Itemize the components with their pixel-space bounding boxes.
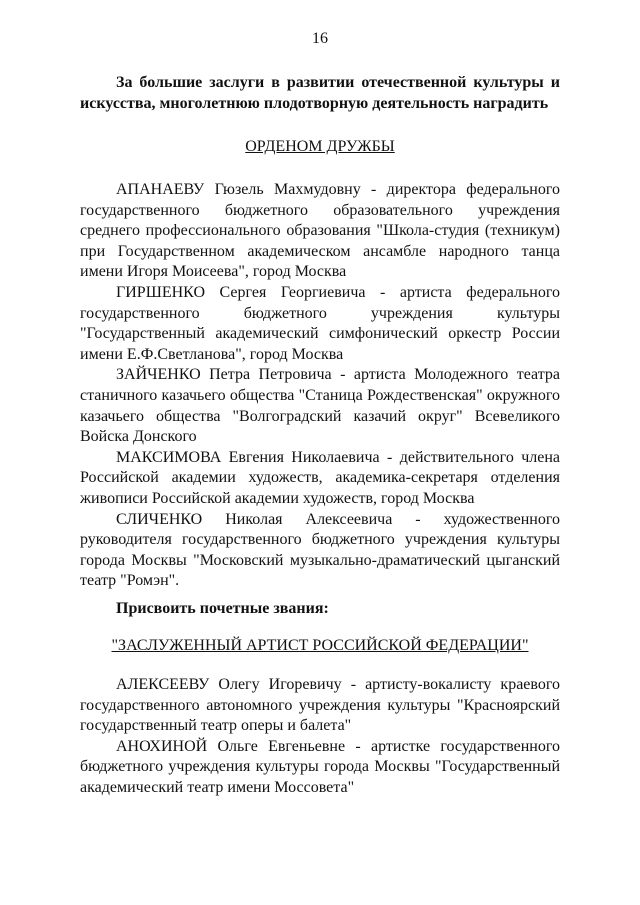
honoree-list xyxy=(80,675,560,799)
honoree-entry: АНОХИНОЙ Ольге Евгеньевне - артистке государственного бюджетного учреждения культуры города Москвы "Государственный академический театр имени Моссовета" xyxy=(80,737,560,796)
awardee-entry: ГИРШЕНКО Сергея Георгиевича - артиста федерального государственного бюджетного учреждения культуры "Государственный академический симфонический оркестр России имени Е.Ф.Светланова", город Москва xyxy=(80,283,560,363)
page-number: 16 xyxy=(312,30,328,47)
awardee-entry: АПАНАЕВУ Гюзель Махмудовну - директора федерального государственного бюджетного образовательного учреждения среднего профессионального образования "Школа-студия (техникум) при Государственном академическом ансамбле народного танца имени Игоря Моисеева", город Москва xyxy=(80,181,560,281)
decree-intro: За большие заслуги в развитии отечественной культуры и искусства, многолетнюю плодотворную деятельность наградить xyxy=(80,74,560,112)
honoree-entry: АЛЕКСЕЕВУ Олегу Игоревичу - артисту-вокалисту краевого государственного автономного учреждения культуры "Красноярский государственный театр оперы и балета" xyxy=(80,676,560,735)
awardee-entry: ЗАЙЧЕНКО Петра Петровича - артиста Молодежного театра станичного казачьего общества "Станица Рождественская" окружного казачьего общества "Волгоградский казачий округ" Всевеликого Войска Донского xyxy=(80,366,560,446)
section-label: Присвоить почетные звания: xyxy=(116,600,329,617)
order-title: ОРДЕНОМ ДРУЖБЫ xyxy=(245,138,395,155)
awardee-entry: МАКСИМОВА Евгения Николаевича - действительного члена Российской академии художеств, академика-секретаря отделения живописи Российской академии художеств, город Москва xyxy=(80,448,560,507)
awardee-entry: СЛИЧЕНКО Николая Алексеевича - художественного руководителя государственного бюджетного учреждения культуры города Москвы "Московский музыкально-драматический цыганский театр "Ромэн". xyxy=(80,510,560,590)
awardee-list xyxy=(80,180,560,592)
honor-title: "ЗАСЛУЖЕННЫЙ АРТИСТ РОССИЙСКОЙ ФЕДЕРАЦИИ" xyxy=(111,637,529,654)
